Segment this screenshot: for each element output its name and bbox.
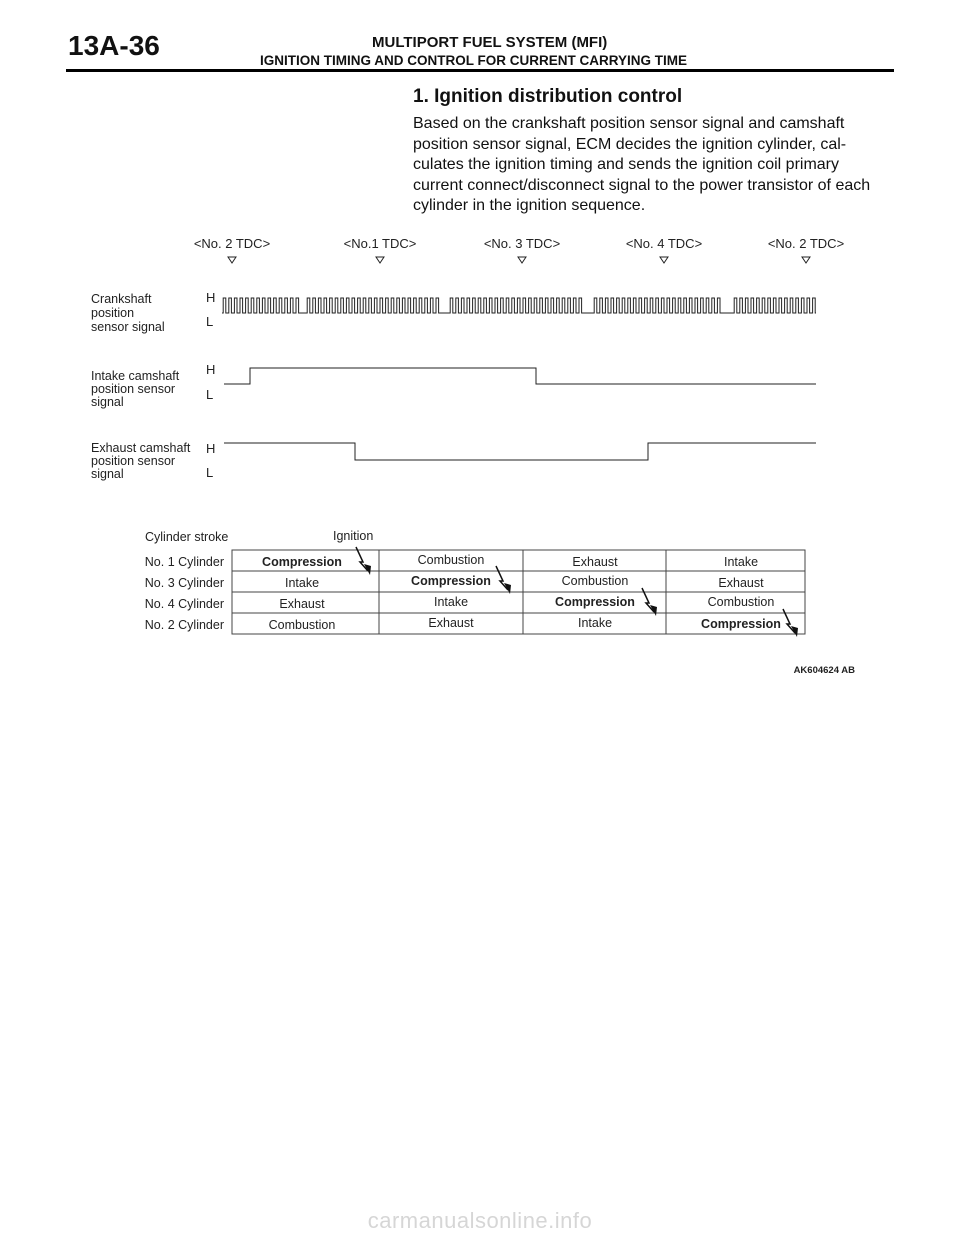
table-cell: Combustion — [707, 595, 775, 609]
intake-cam-low-label: L — [206, 387, 214, 402]
table-cell: Compression — [262, 555, 342, 569]
table-cell: Combustion — [417, 553, 485, 567]
table-cell: Intake — [284, 576, 320, 590]
intake-cam-waveform — [224, 368, 816, 384]
ignition-label: Ignition — [333, 529, 374, 543]
intake-cam-label-line: Intake camshaft — [91, 369, 180, 383]
crank-signal-label-line: position — [91, 306, 135, 320]
table-row-label: No. 1 Cylinder — [144, 555, 224, 569]
table-cell: Compression — [555, 595, 635, 609]
table-row-label: No. 3 Cylinder — [144, 576, 224, 590]
tdc-marker-icon — [376, 257, 384, 263]
cylinder-stroke-label: Cylinder stroke — [145, 530, 229, 544]
intake-cam-label-line: position sensor — [91, 382, 176, 396]
table-cell: Intake — [723, 555, 759, 569]
table-cell: Combustion — [268, 618, 336, 632]
table-cell: Exhaust — [428, 616, 474, 630]
tdc-marker-icon — [518, 257, 526, 263]
exhaust-cam-signal-group — [91, 441, 816, 481]
exhaust-cam-low-label: L — [206, 465, 214, 480]
table-cell: Exhaust — [572, 555, 618, 569]
tdc-label: <No. 4 TDC> — [625, 236, 703, 251]
tdc-marker-icon — [228, 257, 236, 263]
intake-cam-signal-group — [91, 362, 816, 409]
table-cell: Intake — [577, 616, 613, 630]
section-heading: 1. Ignition distribution control — [413, 86, 683, 107]
tdc-label: <No. 3 TDC> — [483, 236, 561, 251]
page-number: 13A-36 — [68, 30, 160, 61]
ignition-spark-icon — [496, 566, 511, 594]
crank-signal-label-line: Crankshaft — [91, 292, 152, 306]
tdc-label: <No. 2 TDC> — [767, 236, 845, 251]
figure-code: AK604624 AB — [793, 665, 855, 676]
intake-cam-label-line: signal — [91, 395, 124, 409]
table-cell: Exhaust — [718, 576, 764, 590]
crank-signal-label-line: sensor signal — [91, 320, 165, 334]
crank-signal-waveform — [222, 298, 816, 313]
tdc-markers — [194, 236, 844, 263]
table-row-label: No. 2 Cylinder — [144, 618, 224, 632]
table-cell: Intake — [433, 595, 469, 609]
table-row-label: No. 4 Cylinder — [144, 597, 224, 611]
exhaust-cam-label-line: Exhaust camshaft — [91, 441, 191, 455]
exhaust-cam-label-line: position sensor — [91, 454, 176, 468]
section-paragraph: Based on the crankshaft position sensor signal and camshaft position sensor signal, ECM decides the ignition cylinder, cal-culates the ignition timing and sends the ignition coil primary current connect/disconnect signal to the power transistor of each cylinder in the ignition sequence. — [413, 115, 871, 214]
tdc-label: <No.1 TDC> — [343, 236, 417, 251]
table-cell: Combustion — [561, 574, 629, 588]
crank-signal-group — [91, 290, 816, 334]
table-cell: Compression — [701, 617, 781, 631]
tdc-marker-icon — [660, 257, 668, 263]
exhaust-cam-high-label: H — [206, 441, 216, 456]
cylinder-stroke-table — [145, 529, 805, 637]
crank-high-label: H — [206, 290, 216, 305]
intake-cam-high-label: H — [206, 362, 216, 377]
header-subtitle: IGNITION TIMING AND CONTROL FOR CURRENT CARRYING TIME — [260, 53, 687, 68]
watermark: carmanualsonline.info — [367, 1208, 593, 1233]
tdc-label: <No. 2 TDC> — [193, 236, 271, 251]
exhaust-cam-waveform — [224, 443, 816, 460]
tdc-marker-icon — [802, 257, 810, 263]
table-cell: Compression — [411, 574, 491, 588]
header-title: MULTIPORT FUEL SYSTEM (MFI) — [372, 34, 608, 51]
table-cell: Exhaust — [279, 597, 325, 611]
crank-low-label: L — [206, 314, 214, 329]
exhaust-cam-label-line: signal — [91, 467, 124, 481]
